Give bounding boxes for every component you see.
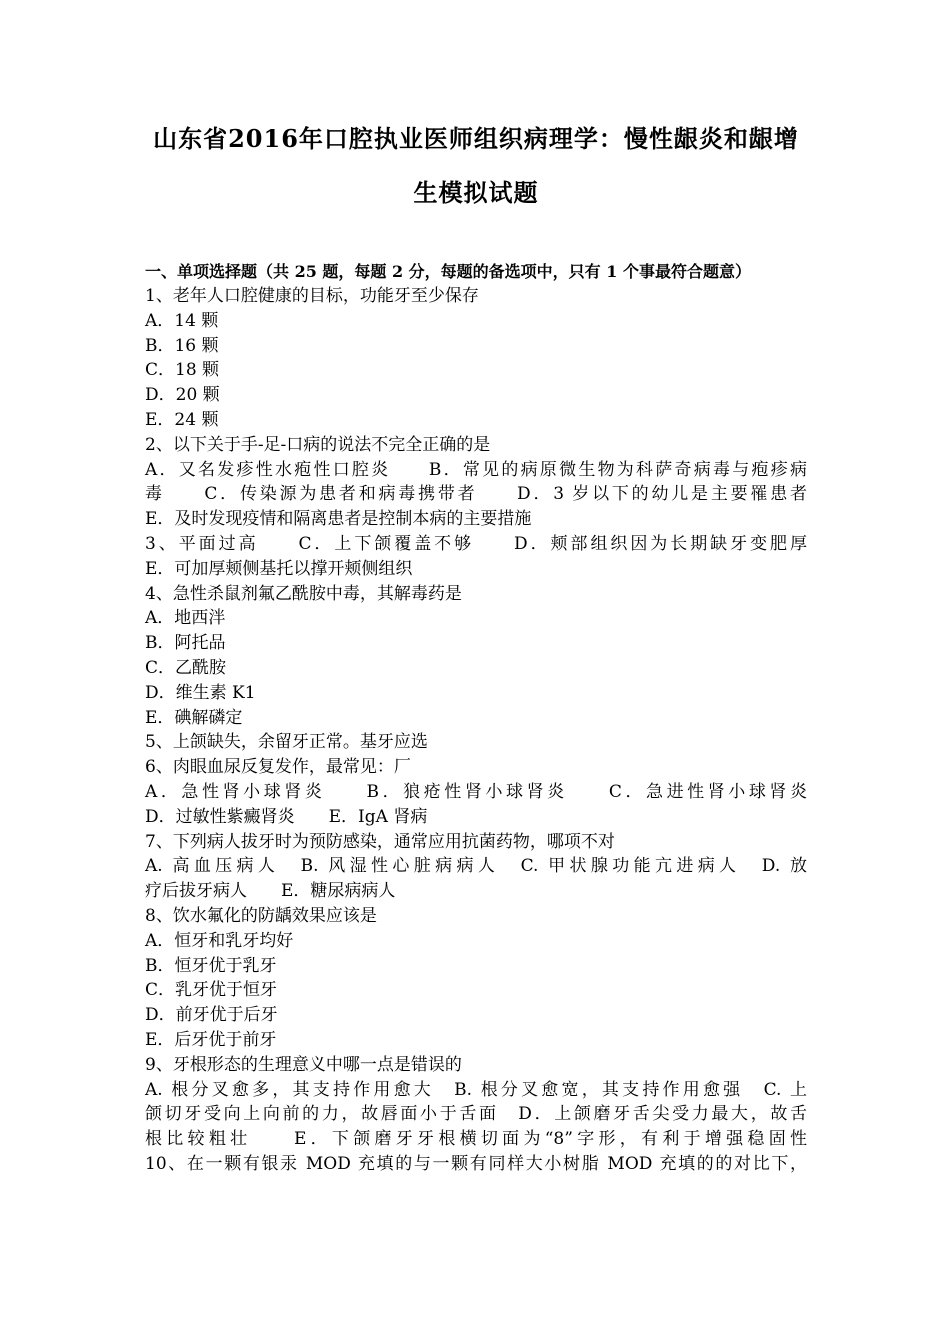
title-line-2: 生模拟试题 <box>413 178 539 207</box>
text-line: A．地西泮 <box>145 608 226 629</box>
text-line: C．乙酰胺 <box>145 657 227 678</box>
text-line: C．18 颗 <box>145 360 220 381</box>
text-line: 7、下列病人拔牙时为预防感染，通常应用抗菌药物，哪项不对 <box>145 831 615 852</box>
document-body <box>145 112 807 1177</box>
text-line: A．14 颗 <box>145 310 219 331</box>
text-line: 3、平面过高 C．上下颌覆盖不够 D．颊部组织因为长期缺牙变肥厚 <box>145 533 807 554</box>
document-title <box>145 112 807 220</box>
text-line: E．后牙优于前牙 <box>145 1029 277 1050</box>
section-heading: 一、单项选择题（共 25 题，每题 2 分，每题的备选项中，只有 1 个事最符合题意） <box>145 262 751 281</box>
text-line: 1、老年人口腔健康的目标，功能牙至少保存 <box>145 286 479 306</box>
text-line: A．恒牙和乳牙均好 <box>145 930 294 951</box>
text-line: D．过敏性紫癜肾炎 E．IgA 肾病 <box>145 806 428 827</box>
text-line: 颌切牙受向上向前的力，故唇面小于舌面 D．上颌磨牙舌尖受力最大，故舌 <box>145 1104 807 1125</box>
text-line: 2、以下关于手-足-口病的说法不完全正确的是 <box>145 434 491 455</box>
text-line: A．又名发疹性水疱性口腔炎 B．常见的病原微生物为科萨奇病毒与疱疹病 <box>145 459 807 480</box>
text-line: 5、上颌缺失，余留牙正常。基牙应选 <box>145 732 428 753</box>
text-line: B．16 颗 <box>145 335 219 356</box>
text-line: D．前牙优于后牙 <box>145 1005 278 1026</box>
text-line: A. 根分叉愈多，其支持作用愈大 B. 根分叉愈宽，其支持作用愈强 C. 上 <box>145 1079 807 1100</box>
text-line: D．20 颗 <box>145 385 220 406</box>
text-line: 毒 C．传染源为患者和病毒携带者 D．3 岁以下的幼儿是主要罹患者 <box>145 484 807 505</box>
question-list <box>145 284 807 1177</box>
title-line-1: 山东省2016年口腔执业医师组织病理学：慢性龈炎和龈增 <box>153 124 799 153</box>
text-line: D．维生素 K1 <box>145 682 256 703</box>
text-line: E．可加厚颊侧基托以撑开颊侧组织 <box>145 558 413 579</box>
text-line: A. 高血压病人 B. 风湿性心脏病病人 C. 甲状腺功能亢进病人 D. 放 <box>145 856 807 877</box>
text-line: C．乳牙优于恒牙 <box>145 980 278 1001</box>
text-line: 9、牙根形态的生理意义中哪一点是错误的 <box>145 1054 462 1075</box>
text-line: A．急性肾小球肾炎 B．狼疮性肾小球肾炎 C．急进性肾小球肾炎 <box>145 781 807 802</box>
text-line: E．及时发现疫情和隔离患者是控制本病的主要措施 <box>145 509 532 530</box>
text-line: B．阿托品 <box>145 633 226 654</box>
text-line: 4、急性杀鼠剂氟乙酰胺中毒，其解毒药是 <box>145 583 462 604</box>
text-line: E．24 颗 <box>145 409 219 430</box>
text-line: 8、饮水氟化的防龋效果应该是 <box>145 905 377 926</box>
text-line: 10、在一颗有银汞 MOD 充填的与一颗有同样大小树脂 MOD 充填的的对比下， <box>145 1153 807 1174</box>
text-line: 根比较粗壮 E．下颌磨牙牙根横切面为“8”字形，有利于增强稳固性 <box>145 1129 807 1150</box>
text-line: 疗后拔牙病人 E．糖尿病病人 <box>145 881 396 902</box>
text-line: B．恒牙优于乳牙 <box>145 955 277 976</box>
text-line: 6、肉眼血尿反复发作，最常见：厂 <box>145 757 411 778</box>
text-line: E．碘解磷定 <box>145 707 243 728</box>
